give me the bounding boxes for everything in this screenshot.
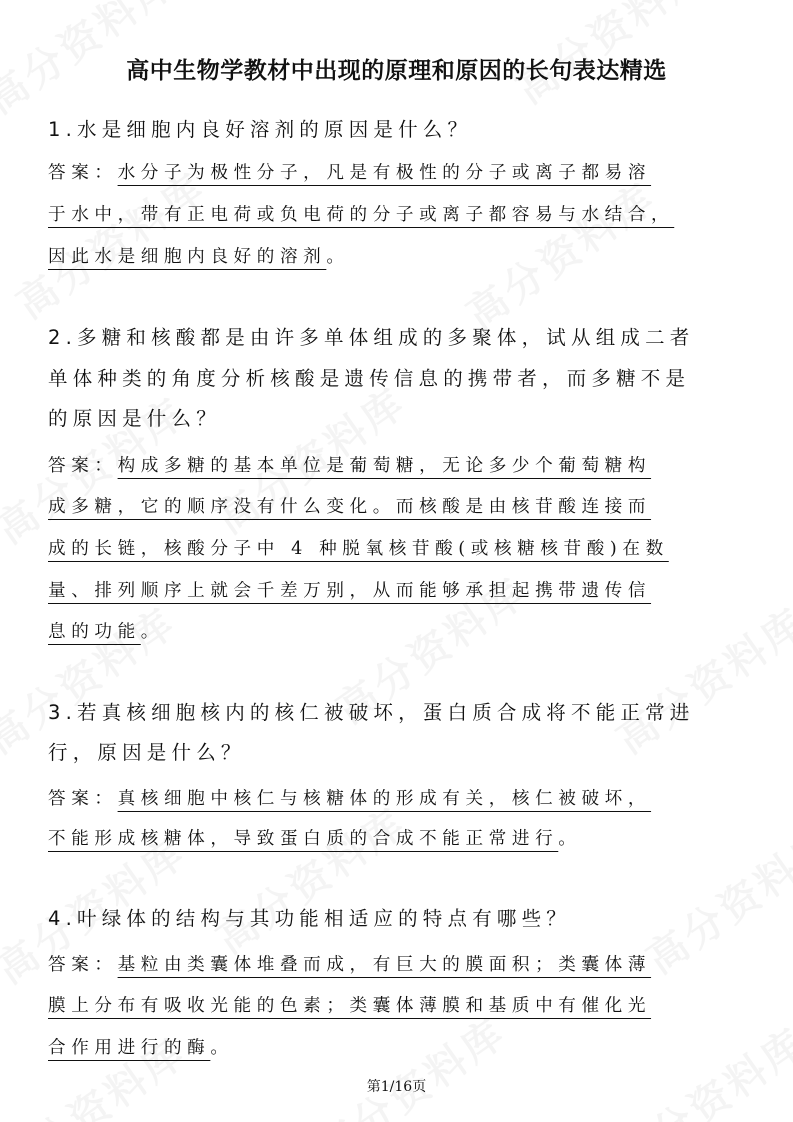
watermark [304,1002,517,1122]
answer-1-line-1 [48,159,748,187]
answer-text: 合作用进行的酶 [48,1038,211,1058]
answer-text: 成多糖，它的顺序没有什么变化。而核酸是由核苷酸连接而 [48,497,652,517]
question-2-line-3: 的原因是什么？ [48,407,221,430]
answer-label: 答案： [48,456,118,476]
question-3-line-1: 3.若真核细胞核内的核仁被破坏，蛋白质合成将不能正常进 [48,701,695,724]
answer-2-line-1 [48,452,748,480]
answer-end: 。 [326,247,350,267]
answer-text: 构成多糖的基本单位是葡萄糖，无论多少个葡萄糖构 [117,456,652,476]
answer-text: 基粒由类囊体堆叠而成，有巨大的膜面积；类囊体薄 [117,955,652,975]
answer-label: 答案： [48,789,118,809]
question-3-line-2: 行，原因是什么？ [48,741,246,764]
answer-label: 答案： [48,955,118,975]
question-4: 4.叶绿体的结构与其功能相适应的特点有哪些？ [48,907,572,930]
answer-end: 。 [558,829,582,849]
answer-1-line-2 [48,201,748,229]
answer-2-line-2 [48,493,748,521]
answer-text: 因此水是细胞内良好的溶剂 [48,247,327,267]
answer-4-line-2 [48,992,748,1020]
question-1: 1.水是细胞内良好溶剂的原因是什么？ [48,118,473,141]
answer-text: 息的功能 [48,622,141,642]
answer-text: 于水中，带有正电荷或负电荷的分子或离子都容易与水结合， [48,205,675,225]
answer-end: 。 [210,1038,234,1058]
page-title: 高中生物学教材中出现的原理和原因的长句表达精选 [126,58,667,84]
answer-2-line-5 [48,618,748,646]
question-2-line-2: 单体种类的角度分析核酸是遗传信息的携带者，而多糖不是 [48,367,691,390]
answer-4-line-1 [48,951,748,979]
question-2-line-1: 2.多糖和核酸都是由许多单体组成的多聚体，试从组成二者 [48,326,695,349]
answer-3-line-1 [48,785,748,813]
answer-text: 水分子为极性分子，凡是有极性的分子或离子都易溶 [117,163,652,183]
answer-end: 。 [140,622,164,642]
answer-3-line-2 [48,825,748,853]
answer-1-line-3 [48,243,748,271]
answer-2-line-3 [48,535,748,563]
answer-text: 量、排列顺序上就会千差万别，从而能够承担起携带遗传信 [48,581,652,601]
answer-4-line-3 [48,1034,748,1062]
watermark [204,792,417,965]
answer-label: 答案： [48,163,118,183]
page-number: 第1/16页 [366,1079,427,1095]
answer-text: 不能形成核糖体，导致蛋白质的合成不能正常进行 [48,829,559,849]
watermark [604,1012,793,1122]
answer-text: 真核细胞中核仁与核糖体的形成有关，核仁被破坏， [117,789,652,809]
answer-text: 成的长链，核酸分子中 4 种脱氧核苷酸(或核糖核苷酸)在数 [48,539,669,559]
answer-2-line-4 [48,577,748,605]
answer-text: 膜上分布有吸收光能的色素；类囊体薄膜和基质中有催化光 [48,996,652,1016]
